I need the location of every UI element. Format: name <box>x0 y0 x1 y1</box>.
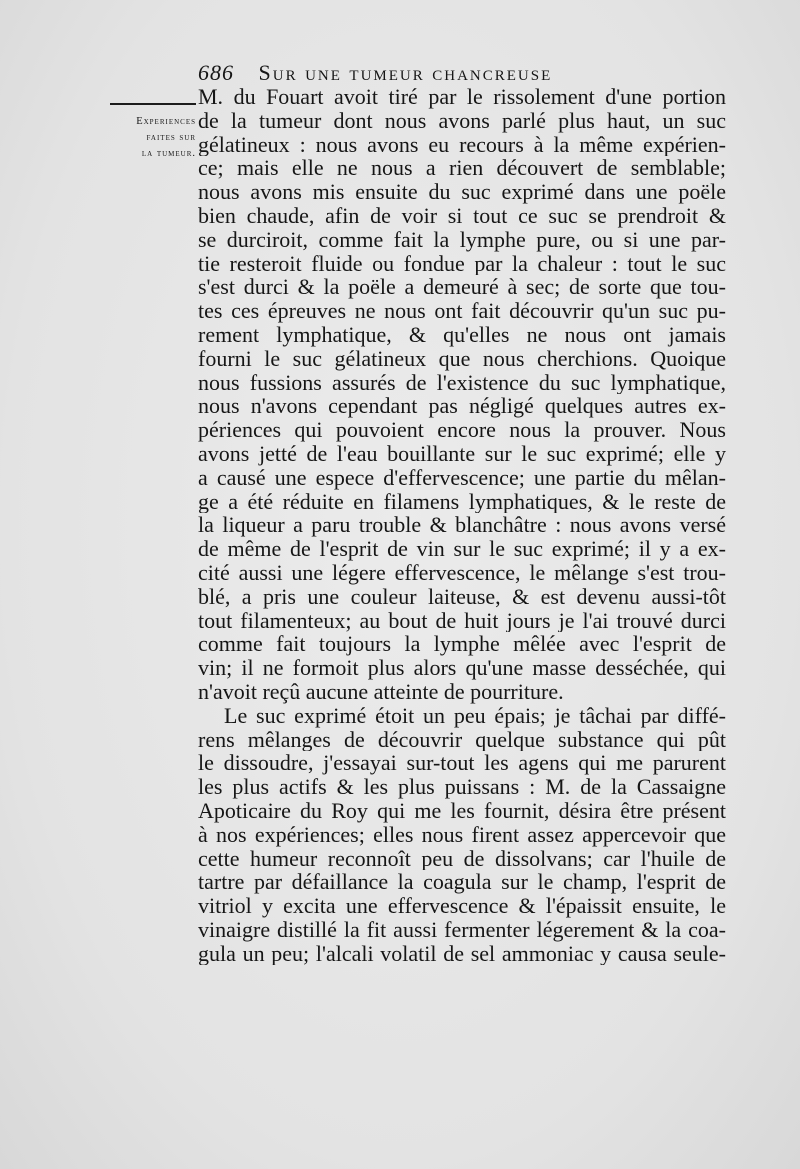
text-line: nous fussions assurés de l'existence du suc lymphatique, <box>198 370 726 395</box>
text-line: tie resteroit fluide ou fondue par la chaleur : tout le suc <box>198 251 726 276</box>
page-number: 686 <box>198 60 234 85</box>
text-line: avons jetté de l'eau bouillante sur le suc exprimé; elle y <box>198 441 726 466</box>
text-line: a causé une espece d'effervescence; une partie du mêlan- <box>198 465 726 490</box>
text-line: s'est durci & la poële a demeuré à sec; de sorte que tou- <box>198 275 726 300</box>
text-line: la liqueur a paru trouble & blanchâtre : nous avons versé <box>198 513 726 538</box>
text-line: gélatineux : nous avons eu recours à la même expérien- <box>198 132 726 157</box>
text-line: de la tumeur dont nous avons parlé plus haut, un suc <box>198 108 726 133</box>
text-line: n'avoit reçû aucune atteinte de pourriture. <box>198 679 564 704</box>
text-line: se durciroit, comme fait la lymphe pure, ou si une par- <box>198 227 726 252</box>
text-line: tes ces épreuves ne nous ont fait découvrir qu'un suc pu- <box>198 299 726 323</box>
text-line: nous n'avons cependant pas négligé quelques autres ex- <box>198 394 726 419</box>
text-line: vin; il ne formoit plus alors qu'une masse desséchée, qui <box>198 656 726 680</box>
text-line: comme fait toujours la lymphe mêlée avec l'esprit de <box>198 632 726 657</box>
text-line: cette humeur reconnoît peu de dissolvans; car l'huile de <box>198 846 726 871</box>
text-line: tout filamenteux; au bout de huit jours je l'ai trouvé durci <box>198 608 726 633</box>
text-line: gula un peu; l'alcali volatil de sel ammoniac y causa seule- <box>198 941 726 966</box>
text-line: rens mêlanges de découvrir quelque substance qui pût <box>198 727 726 752</box>
text-line: Le suc exprimé étoit un peu épais; je tâchai par diffé- <box>224 703 726 728</box>
text-line: tartre par défaillance la coagula sur le champ, l'esprit de <box>198 870 726 895</box>
text-line: de même de l'esprit de vin sur le suc exprimé; il y a ex- <box>198 537 726 561</box>
text-line: ge a été réduite en filamens lymphatiques, & le reste de <box>198 489 726 514</box>
body-text <box>198 85 726 965</box>
text-line: le dissoudre, j'essayai sur-tout les agens qui me parurent <box>198 751 726 776</box>
margin-note-line: faites sur <box>146 132 196 143</box>
text-line: ce; mais elle ne nous a rien découvert de semblable; <box>198 156 726 181</box>
text-line: fourni le suc gélatineux que nous cherchions. Quoique <box>198 346 726 371</box>
text-line: M. du Fouart avoit tiré par le rissolement d'une portion <box>198 85 726 109</box>
text-line: rement lymphatique, & qu'elles ne nous ont jamais <box>198 322 726 347</box>
text-line: cité aussi une légere effervescence, le mêlange s'est trou- <box>198 560 726 585</box>
text-line: blé, a pris une couleur laiteuse, & est devenu aussi-tôt <box>198 584 726 609</box>
text-line: Apoticaire du Roy qui me les fournit, désira être présent <box>198 798 726 823</box>
margin-rule <box>110 103 196 105</box>
margin-note-line: la tumeur. <box>141 148 196 159</box>
running-title: Sur une tumeur chancreuse <box>258 60 553 85</box>
text-line: à nos expériences; elles nous firent assez appercevoir que <box>198 822 726 847</box>
text-line: vitriol y excita une effervescence & l'épaissit ensuite, le <box>198 894 726 918</box>
margin-note-line: Experiences <box>136 116 196 127</box>
margin-note <box>96 114 196 162</box>
text-line: périences qui pouvoient encore nous la prouver. Nous <box>198 418 726 442</box>
text-line: nous avons mis ensuite du suc exprimé dans une poële <box>198 180 726 204</box>
text-line: vinaigre distillé la fit aussi fermenter légerement & la coa- <box>198 917 726 942</box>
text-line: les plus actifs & les plus puissans : M. de la Cassaigne <box>198 775 726 799</box>
text-line: bien chaude, afin de voir si tout ce suc se prendroit & <box>198 203 726 228</box>
